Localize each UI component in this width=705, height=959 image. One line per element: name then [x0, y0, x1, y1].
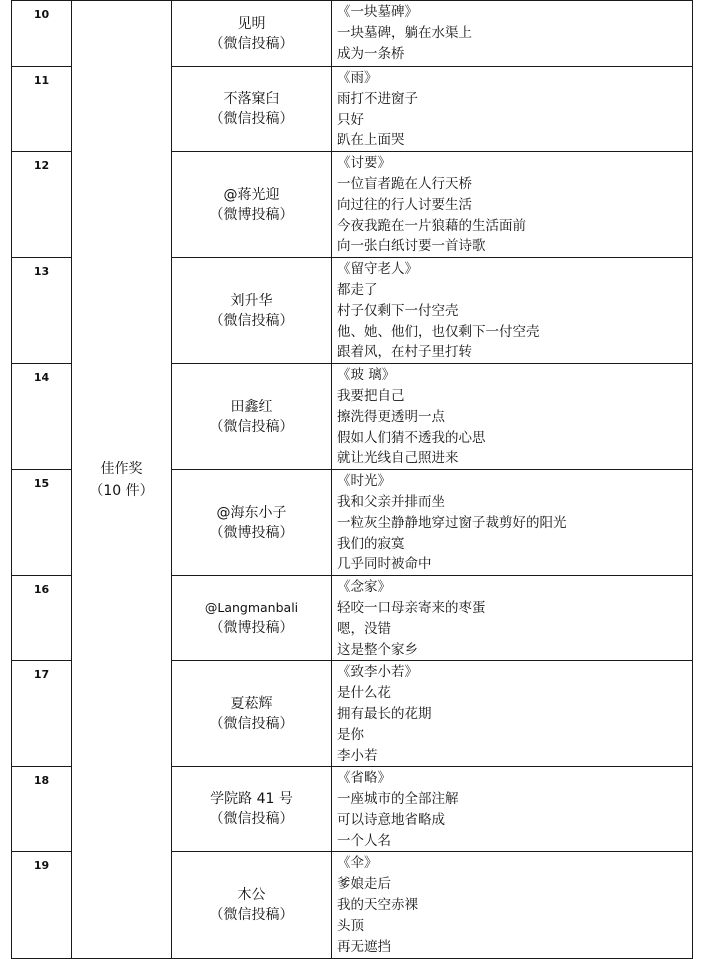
poem-cell [332, 152, 693, 258]
poem-line: 一块墓碑，躺在水渠上 [337, 24, 472, 41]
row-number: 13 [12, 258, 72, 364]
submission-source: （微博投稿） [209, 524, 294, 541]
author-cell [172, 1, 332, 67]
poem-cell [332, 470, 693, 576]
poem-cell [332, 852, 693, 959]
poem-cell [332, 576, 693, 661]
author-name: @海东小子 [216, 504, 287, 521]
author-cell [172, 152, 332, 258]
submission-source: （微信投稿） [209, 907, 294, 924]
poem-line: 向过往的行人讨要生活 [337, 196, 472, 213]
poem-title: 《雨》 [337, 70, 378, 86]
poem-line: 他、她、他们，也仅剩下一付空壳 [337, 323, 540, 340]
author-name: @Langmanbali [204, 600, 299, 616]
author-cell [172, 364, 332, 470]
award-category-cell [72, 1, 172, 959]
author-cell [172, 576, 332, 661]
poem-line: 趴在上面哭 [337, 132, 405, 149]
row-number: 19 [12, 852, 72, 959]
author-cell [172, 852, 332, 959]
poem-title: 《时光》 [337, 473, 391, 490]
poem-title: 《玻 璃》 [337, 367, 396, 384]
submission-source: （微信投稿） [209, 35, 294, 52]
author-cell [172, 258, 332, 364]
poem-line: 爹娘走后 [337, 876, 391, 893]
poem-line: 向一张白纸讨要一首诗歌 [337, 238, 486, 255]
poem-line: 一个人名 [337, 832, 391, 849]
author-cell [172, 661, 332, 767]
poem-line: 就让光线自己照进来 [337, 450, 459, 467]
table-row [12, 1, 693, 67]
poem-title: 《留守老人》 [337, 261, 418, 278]
poem-cell [332, 767, 693, 852]
poem-title: 《讨要》 [337, 155, 391, 172]
award-category-label: 佳作奖 [100, 460, 143, 477]
poem-line: 一位盲者跪在人行天桥 [337, 175, 472, 192]
poem-line: 嗯，没错 [337, 620, 391, 637]
submission-source: （微博投稿） [209, 620, 294, 637]
poem-title: 《伞》 [337, 855, 378, 872]
row-number: 12 [12, 152, 72, 258]
poem-line: 头顶 [337, 917, 364, 934]
author-cell [172, 470, 332, 576]
poem-line: 我要把自己 [337, 387, 405, 404]
poem-line: 几乎同时被命中 [337, 556, 432, 573]
poem-title: 《省略》 [337, 770, 391, 787]
poem-cell [332, 258, 693, 364]
row-number: 14 [12, 364, 72, 470]
poem-line: 我的天空赤裸 [337, 897, 418, 914]
poem-line: 村子仅剩下一付空壳 [337, 302, 459, 319]
author-name: @蒋光迎 [223, 186, 280, 203]
row-number: 18 [12, 767, 72, 852]
poem-line: 这是整个家乡 [337, 641, 418, 658]
poem-line: 李小若 [337, 747, 378, 764]
row-number: 17 [12, 661, 72, 767]
poem-cell [332, 67, 693, 152]
row-number: 11 [12, 67, 72, 152]
row-number: 10 [12, 1, 72, 67]
submission-source: （微博投稿） [209, 206, 294, 223]
poem-line: 今夜我跪在一片狼藉的生活面前 [337, 217, 526, 234]
poem-line: 假如人们猜不透我的心思 [337, 429, 486, 446]
author-cell [172, 67, 332, 152]
submission-source: （微信投稿） [209, 811, 294, 828]
award-count: （10 件） [89, 482, 154, 499]
awards-table-body [12, 1, 693, 959]
poem-line: 擦洗得更透明一点 [337, 408, 445, 425]
poem-line: 都走了 [337, 281, 378, 298]
poem-line: 雨打不进窗子 [337, 90, 418, 107]
author-name: 夏菘辉 [230, 695, 273, 712]
poem-line: 一座城市的全部注解 [337, 791, 459, 808]
author-name: 刘升华 [230, 292, 273, 309]
poem-line: 一粒灰尘静静地穿过窗子裁剪好的阳光 [337, 514, 567, 531]
poem-cell [332, 364, 693, 470]
poem-line: 成为一条桥 [337, 45, 405, 62]
submission-source: （微信投稿） [209, 312, 294, 329]
author-cell [172, 767, 332, 852]
poem-line: 再无遮挡 [337, 938, 391, 955]
poem-cell [332, 661, 693, 767]
poem-line: 拥有最长的花期 [337, 705, 432, 722]
poem-line: 轻咬一口母亲寄来的枣蛋 [337, 599, 486, 616]
poem-line: 我们的寂寞 [337, 535, 405, 552]
poem-line: 是什么花 [337, 685, 391, 702]
poem-line: 是你 [337, 726, 364, 743]
submission-source: （微信投稿） [209, 418, 294, 435]
poem-line: 我和父亲并排而坐 [337, 493, 445, 510]
author-name: 不落窠臼 [223, 91, 280, 108]
submission-source: （微信投稿） [209, 715, 294, 732]
poem-cell [332, 1, 693, 67]
poem-line: 只好 [337, 111, 364, 128]
poem-line: 可以诗意地省略成 [337, 811, 445, 828]
row-number: 15 [12, 470, 72, 576]
author-name: 木公 [237, 887, 266, 904]
poem-title: 《一块墓碑》 [337, 4, 418, 20]
poem-title: 《念家》 [337, 579, 391, 596]
poem-title: 《致李小若》 [337, 664, 418, 681]
submission-source: （微信投稿） [209, 111, 294, 128]
row-number: 16 [12, 576, 72, 661]
awards-table [11, 0, 693, 959]
poem-line: 跟着风，在村子里打转 [337, 344, 472, 361]
author-name: 见明 [237, 15, 266, 32]
author-name: 田鑫红 [230, 398, 273, 415]
author-name: 学院路 41 号 [210, 791, 293, 808]
